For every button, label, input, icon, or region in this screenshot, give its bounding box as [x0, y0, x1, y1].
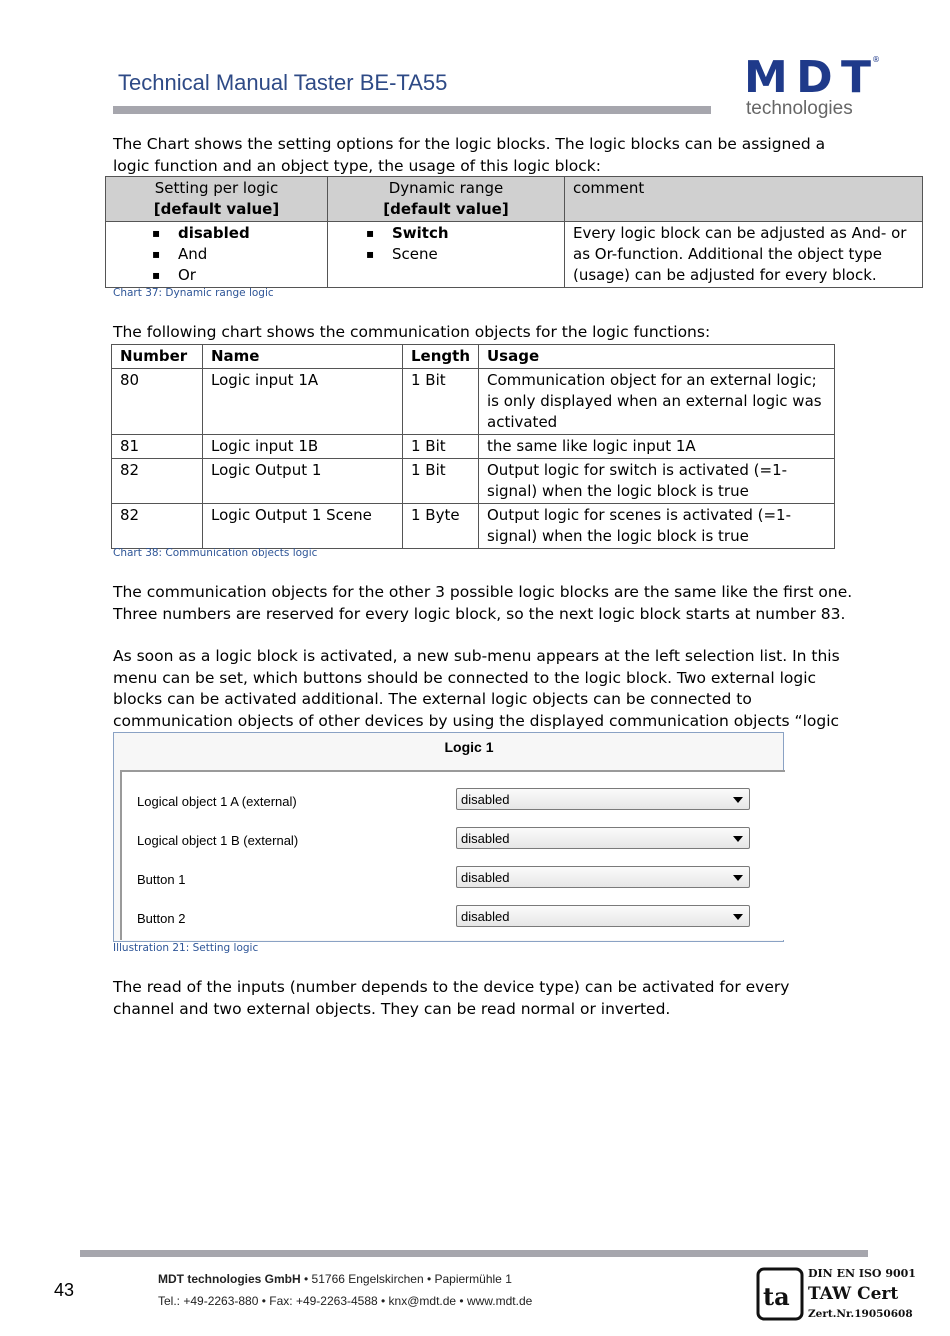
footer-divider [80, 1250, 868, 1257]
mdt-logo [742, 52, 882, 122]
cell-number: 80 [112, 369, 203, 435]
cell-number: 82 [112, 504, 203, 549]
dialog-panel [120, 770, 785, 940]
comment-cell: Every logic block can be adjusted as And- or as Or-function. Additional the object type (usage) can be adjusted for every block. [565, 222, 923, 288]
header-comment: comment [565, 177, 923, 222]
dynamic-range-options: ▪ Switch ▪ Scene [328, 222, 565, 288]
header-length: Length [403, 345, 479, 369]
cell-name: Logic Output 1 Scene [203, 504, 403, 549]
svg-text:ta: ta [763, 1282, 790, 1311]
table-row [112, 435, 835, 459]
cell-length: 1 Bit [403, 435, 479, 459]
cell-usage: Output logic for switch is activated (=1-signal) when the logic block is true [479, 459, 835, 504]
logic-settings-dialog [113, 732, 784, 942]
button-1-label: Button 1 [137, 872, 186, 887]
cell-length: 1 Byte [403, 504, 479, 549]
svg-text:TAW Cert: TAW Cert [808, 1284, 899, 1304]
logical-object-1a-select[interactable]: disabled [456, 788, 750, 810]
intro2-paragraph: The following chart shows the communication objects for the logic functions: [113, 323, 711, 341]
table-row [112, 369, 835, 435]
setting-options: ▪ disabled ▪ And ▪ Or [106, 222, 328, 288]
svg-text:MDT: MDT [744, 52, 872, 103]
chart-caption: Chart 37: Dynamic range logic [113, 287, 274, 299]
cell-usage: Output logic for scenes is activated (=1-signal) when the logic block is true [479, 504, 835, 549]
button-1-select[interactable]: disabled [456, 866, 750, 888]
paragraph: As soon as a logic block is activated, a new sub-menu appears at the left selection list. In this menu can be set, which buttons should be connected to the logic block. Two external logic blocks can be activated additional. The external logic objects can be connected to communication objects of other devices by using the displayed communication objects “logic [113, 647, 840, 730]
button-2-label: Button 2 [137, 911, 186, 926]
svg-text:DIN EN ISO 9001: DIN EN ISO 9001 [808, 1267, 916, 1280]
illustration-caption: Illustration 21: Setting logic [113, 942, 259, 954]
cell-name: Logic input 1B [203, 435, 403, 459]
footer-address: MDT technologies GmbH • 51766 Engelskirchen • Papiermühle 1 [158, 1272, 512, 1286]
svg-text:Zert.Nr.19050608: Zert.Nr.19050608 [808, 1308, 913, 1320]
logical-object-1b-label: Logical object 1 B (external) [137, 833, 299, 848]
taw-cert-logo [756, 1265, 916, 1323]
logical-object-1b-select[interactable]: disabled [456, 827, 750, 849]
cell-number: 82 [112, 459, 203, 504]
cell-name: Logic input 1A [203, 369, 403, 435]
logical-object-1a-label: Logical object 1 A (external) [137, 794, 297, 809]
logic-settings-table [105, 176, 923, 288]
chevron-down-icon [733, 875, 743, 881]
footer-contact: Tel.: +49-2263-880 • Fax: +49-2263-4588 • knx@mdt.de • www.mdt.de [158, 1294, 533, 1308]
button-2-select[interactable]: disabled [456, 905, 750, 927]
header-number: Number [112, 345, 203, 369]
page-number: 43 [54, 1280, 75, 1300]
header-dynamic-range: Dynamic range [default value] [328, 177, 565, 222]
cell-name: Logic Output 1 [203, 459, 403, 504]
header-usage: Usage [479, 345, 835, 369]
cell-length: 1 Bit [403, 369, 479, 435]
communication-objects-table [111, 344, 835, 549]
paragraph: The communication objects for the other 3 possible logic blocks are the same like the first one. Three numbers are reserved for every logic block, so the next logic block starts at number 83. [113, 583, 853, 623]
table-row [112, 504, 835, 549]
chart-caption: Chart 38: Communication objects logic [113, 547, 318, 559]
dialog-title: Logic 1 [444, 739, 494, 755]
paragraph: The read of the inputs (number depends to the device type) can be activated for every channel and two external objects. They can be read normal or inverted. [113, 978, 790, 1018]
cell-usage: the same like logic input 1A [479, 435, 835, 459]
cell-number: 81 [112, 435, 203, 459]
chevron-down-icon [733, 914, 743, 920]
svg-text:®: ® [872, 55, 880, 64]
header-divider [113, 106, 711, 114]
chevron-down-icon [733, 836, 743, 842]
cell-length: 1 Bit [403, 459, 479, 504]
chevron-down-icon [733, 797, 743, 803]
page-title: Technical Manual Taster BE-TA55 [118, 70, 448, 95]
header-setting: Setting per logic [default value] [106, 177, 328, 222]
intro-paragraph: The Chart shows the setting options for the logic blocks. The logic blocks can be assigned a logic function and an object type, the usage of this logic block: [113, 135, 826, 175]
header-name: Name [203, 345, 403, 369]
cell-usage: Communication object for an external logic; is only displayed when an external logic was activated [479, 369, 835, 435]
table-row [112, 459, 835, 504]
svg-text:technologies: technologies [746, 98, 853, 119]
